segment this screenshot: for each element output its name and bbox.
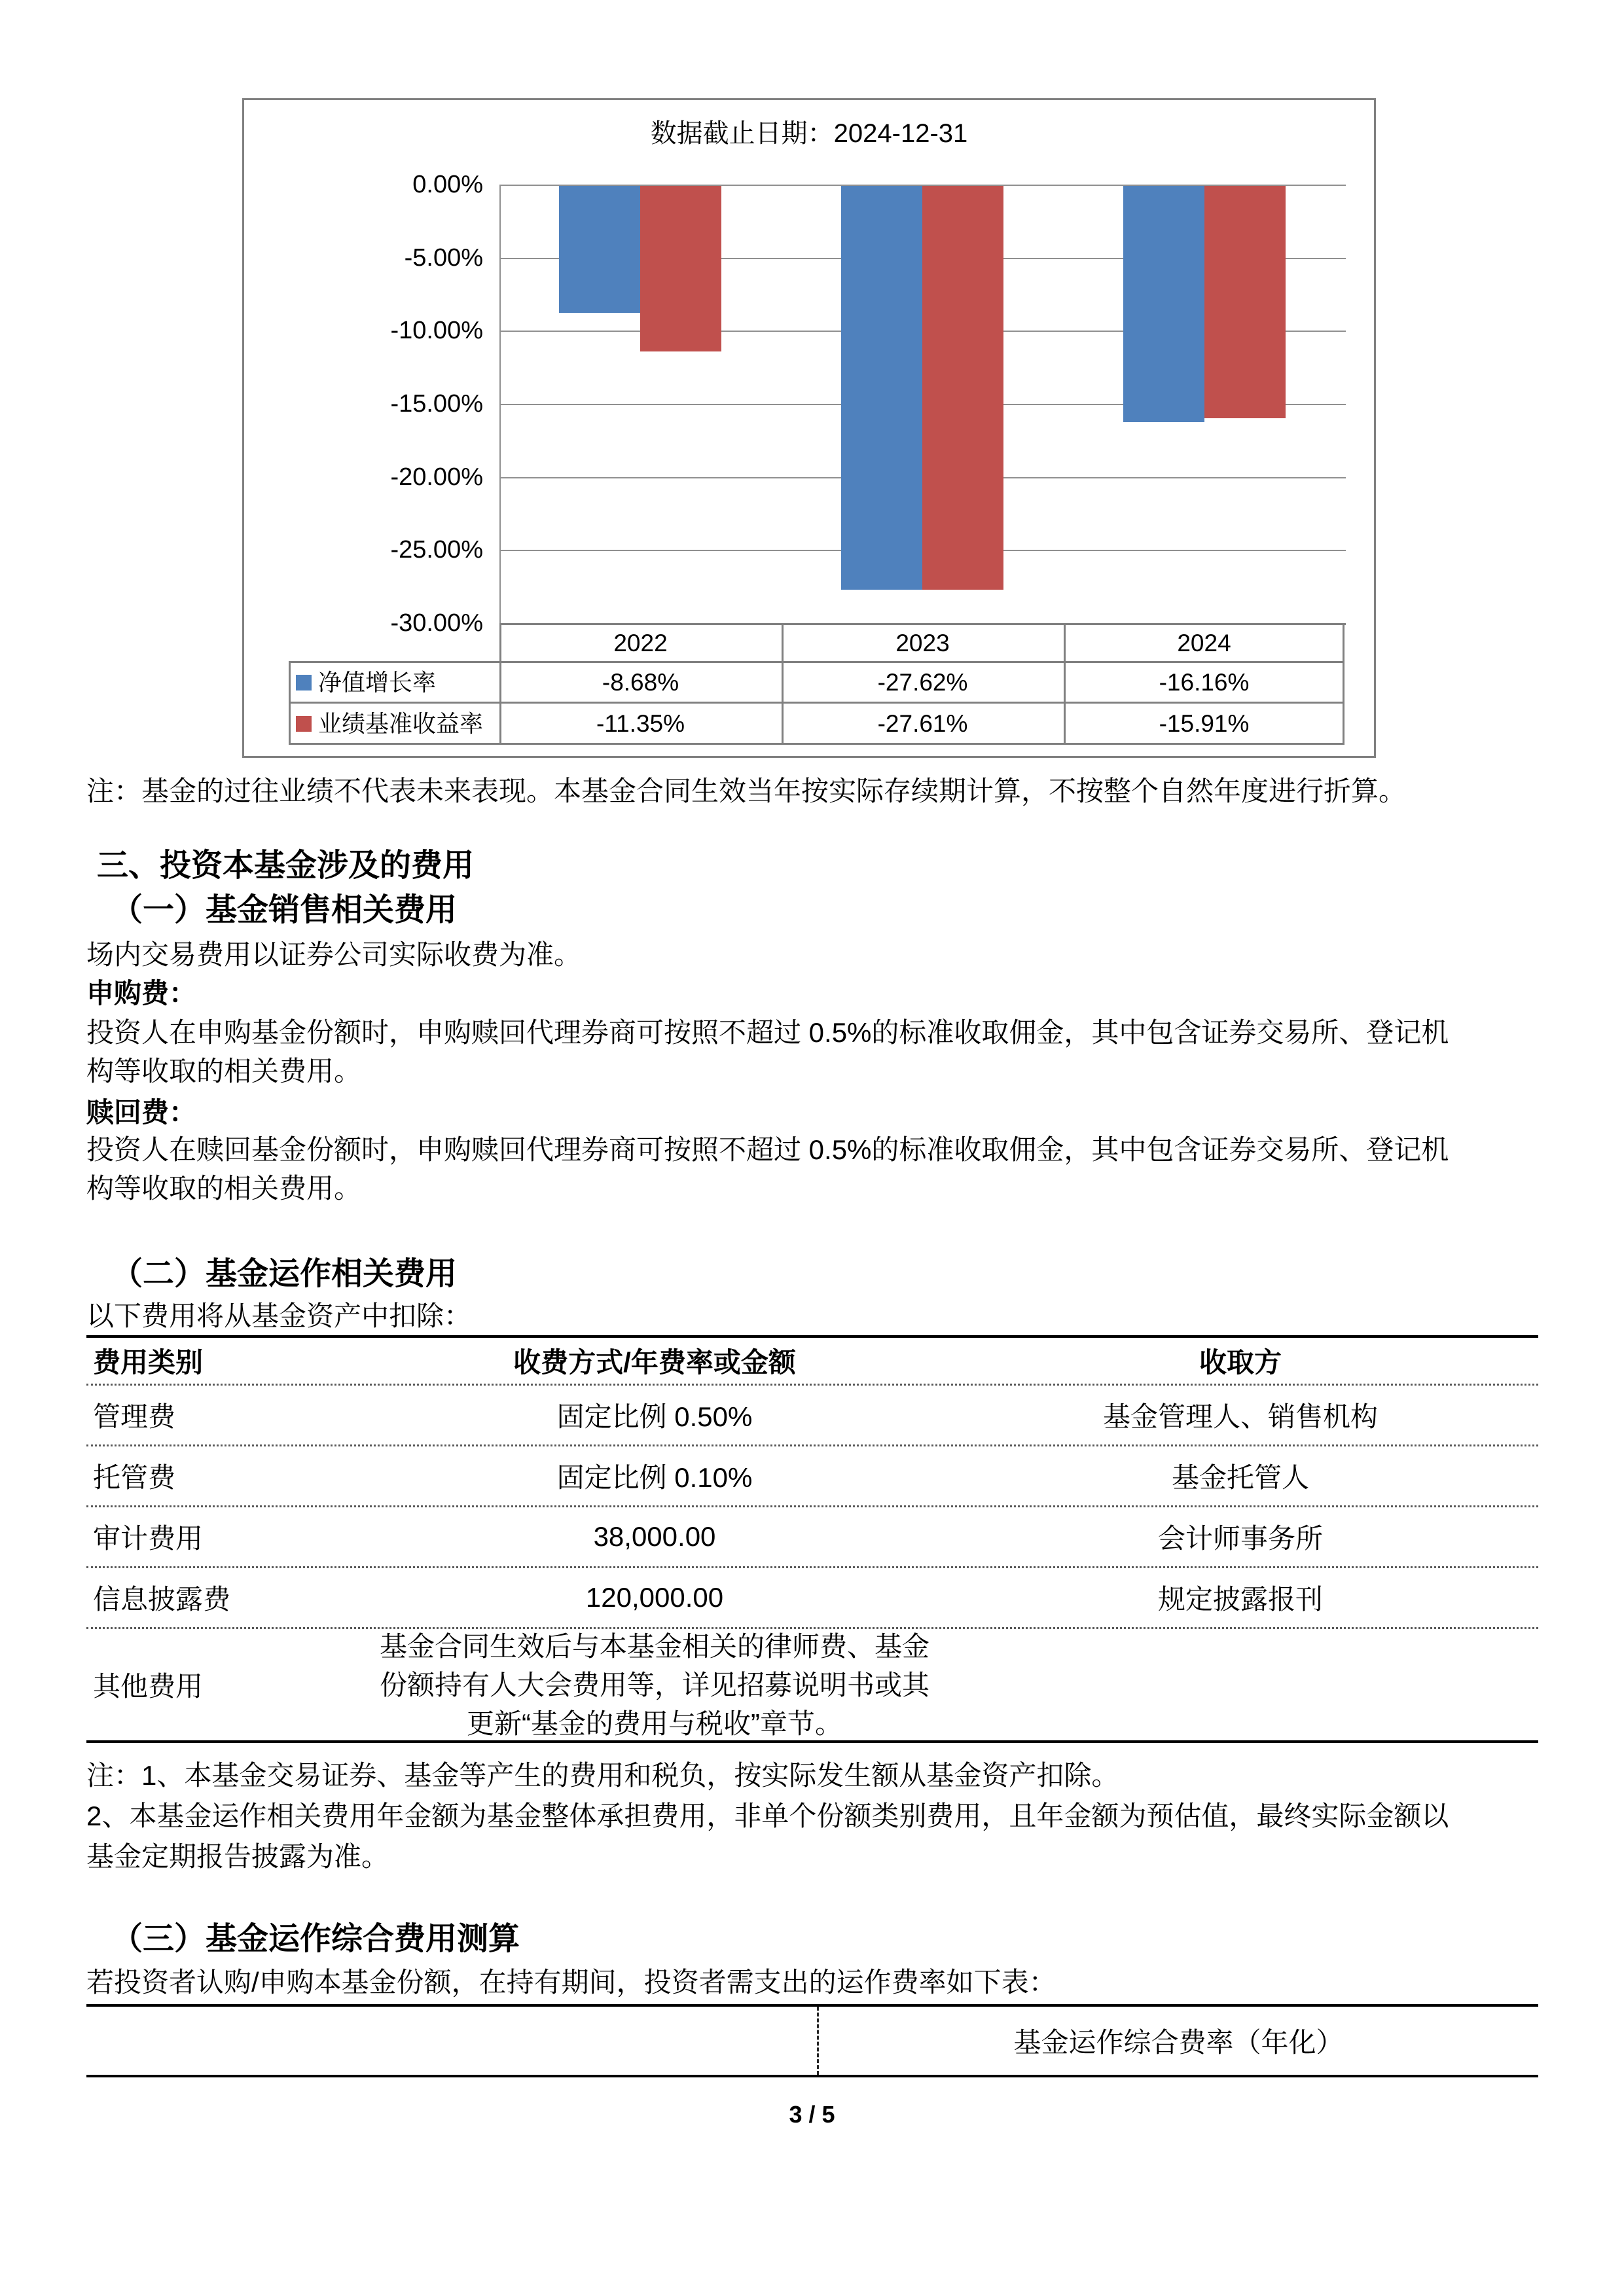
paragraph-line: 构等收取的相关费用。 — [86, 1056, 362, 1086]
legend-label: 业绩基准收益率 — [318, 710, 484, 737]
chart-table-value: -27.61% — [877, 710, 968, 737]
paragraph: 场内交易费用以证券公司实际收费为准。 — [86, 939, 582, 970]
fee-method-multiline — [367, 1627, 943, 1743]
fee-category: 其他费用 — [93, 1671, 204, 1702]
x-axis-line — [499, 623, 1346, 625]
fee-category: 管理费 — [93, 1401, 176, 1432]
fee-table-header-row — [86, 1338, 1538, 1384]
fee-collector: 规定披露报刊 — [1157, 1584, 1323, 1615]
fee-collector: 基金托管人 — [1171, 1462, 1309, 1493]
table-row — [86, 1384, 1538, 1444]
fee-method: 固定比例 0.10% — [556, 1462, 753, 1493]
table-border — [289, 661, 291, 745]
paragraph-line: 构等收取的相关费用。 — [86, 1173, 362, 1204]
table-border — [289, 702, 1344, 704]
chart-table-year: 2022 — [613, 630, 668, 656]
fee-method-line: 更新“基金的费用与税收”章节。 — [467, 1708, 842, 1739]
fee-collector: 会计师事务所 — [1157, 1523, 1323, 1554]
bar-benchmark-2023 — [922, 186, 1003, 590]
chart-table-value: -27.62% — [877, 669, 968, 696]
legend-swatch-red — [296, 716, 312, 732]
chart-table-value: -11.35% — [596, 710, 685, 737]
paragraph: 若投资者认购/申购本基金份额，在持有期间，投资者需支出的运作费率如下表： — [86, 1967, 1056, 1998]
bar-nav-growth-2024 — [1123, 186, 1204, 422]
redeem-fee-label: 赎回费： — [86, 1097, 197, 1128]
bar-nav-growth-2023 — [841, 186, 922, 590]
legend-swatch-blue — [296, 675, 312, 691]
paragraph-line: 投资人在赎回基金份额时，申购赎回代理券商可按照不超过 0.5%的标准收取佣金，其中包含证券交易所、登记机 — [86, 1134, 1449, 1165]
chart-table-value: -15.91% — [1159, 710, 1250, 737]
chart-table-value: -16.16% — [1159, 669, 1250, 696]
bar-benchmark-2022 — [640, 186, 721, 351]
fee-collector: 基金管理人、销售机构 — [1102, 1401, 1378, 1432]
comprehensive-rate-table — [86, 2004, 1538, 2077]
page-number: 3 / 5 — [789, 2101, 835, 2128]
section-heading-3-3: （三）基金运作综合费用测算 — [111, 1922, 520, 1956]
paragraph-line: 投资人在申购基金份额时，申购赎回代理券商可按照不超过 0.5%的标准收取佣金，其中包含证券交易所、登记机 — [86, 1017, 1449, 1048]
fee-method: 固定比例 0.50% — [556, 1401, 753, 1432]
y-axis-line — [499, 185, 501, 623]
table-row — [86, 1627, 1538, 1740]
fee-table — [86, 1335, 1538, 1743]
table-row — [86, 1566, 1538, 1627]
y-axis-tick-label: -25.00% — [390, 536, 483, 564]
section-heading-3: 三、投资本基金涉及的费用 — [97, 848, 475, 883]
fee-note-line: 注：1、本基金交易证券、基金等产生的费用和税负，按实际发生额从基金资产扣除。 — [86, 1760, 1119, 1791]
fee-method: 120,000.00 — [585, 1582, 724, 1613]
bar-benchmark-2024 — [1204, 186, 1286, 418]
section-heading-3-2: （二）基金运作相关费用 — [111, 1257, 458, 1291]
chart-footnote: 注：基金的过往业绩不代表未来表现。本基金合同生效当年按实际存续期计算，不按整个自然年度进行折算。 — [86, 776, 1407, 806]
table-row — [86, 1444, 1538, 1505]
rate-table-empty-cell — [86, 2007, 819, 2075]
y-axis-tick-label: -5.00% — [404, 244, 483, 272]
chart-table-year: 2024 — [1177, 630, 1231, 656]
fee-method-line: 基金合同生效后与本基金相关的律师费、基金 — [379, 1630, 929, 1662]
fee-note-line: 2、本基金运作相关费用年金额为基金整体承担费用，非单个份额类别费用，且年金额为预估值，最终实际金额以 — [86, 1801, 1449, 1831]
table-row — [86, 1505, 1538, 1566]
y-axis-tick-label: -15.00% — [390, 390, 483, 418]
bar-nav-growth-2022 — [559, 186, 640, 313]
rate-table-header-cell: 基金运作综合费率（年化） — [1013, 2027, 1344, 2058]
chart-title: 数据截止日期：2024-12-31 — [650, 119, 968, 148]
table-border — [289, 661, 1344, 663]
y-axis-tick-label: -20.00% — [390, 463, 483, 491]
fee-category: 信息披露费 — [93, 1584, 231, 1615]
purchase-fee-label: 申购费： — [86, 978, 197, 1009]
y-axis-tick-label: 0.00% — [412, 171, 483, 198]
fee-note-line: 基金定期报告披露为准。 — [86, 1841, 389, 1872]
fee-category: 托管费 — [93, 1462, 176, 1493]
paragraph: 以下费用将从基金资产中扣除： — [86, 1300, 472, 1331]
fee-header-collector: 收取方 — [1199, 1347, 1282, 1378]
fee-method-line: 份额持有人大会费用等，详见招募说明书或其 — [379, 1669, 929, 1700]
chart-table-year: 2023 — [895, 630, 950, 656]
chart-table-value: -8.68% — [602, 669, 679, 696]
fee-category: 审计费用 — [93, 1523, 204, 1554]
legend-label: 净值增长率 — [318, 669, 437, 696]
y-axis-tick-label: -30.00% — [390, 609, 483, 637]
fee-header-method: 收费方式/年费率或金额 — [513, 1347, 796, 1378]
section-heading-3-1: （一）基金销售相关费用 — [111, 893, 458, 927]
fee-header-category: 费用类别 — [93, 1347, 204, 1378]
fee-method: 38,000.00 — [593, 1521, 716, 1552]
table-border — [289, 743, 1344, 745]
y-axis-tick-label: -10.00% — [390, 317, 483, 344]
